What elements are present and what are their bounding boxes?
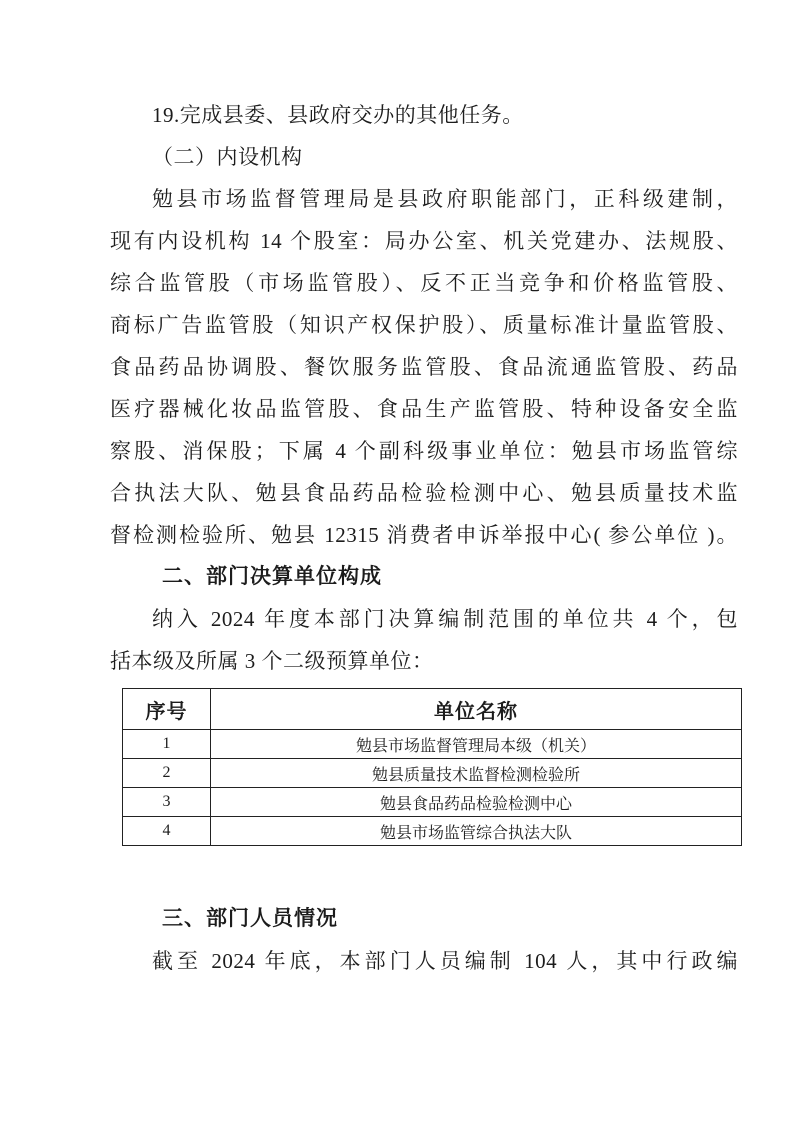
document-body bbox=[110, 94, 738, 982]
table-cell-unit-name: 勉县食品药品检验检测中心 bbox=[211, 788, 742, 817]
table-cell-index: 2 bbox=[123, 759, 211, 788]
table-header-unit-name: 单位名称 bbox=[211, 689, 742, 730]
table-row bbox=[123, 788, 742, 817]
section-heading-budget-units: 二、部门决算单位构成 bbox=[162, 565, 382, 588]
body-line: 综合监管股（市场监管股）、反不正当竞争和价格监管股、 bbox=[110, 271, 738, 295]
body-line: 现有内设机构 14 个股室：局办公室、机关党建办、法规股、 bbox=[110, 229, 738, 253]
table-cell-unit-name: 勉县质量技术监督检测检验所 bbox=[211, 759, 742, 788]
body-line: 合执法大队、勉县食品药品检验检测中心、勉县质量技术监 bbox=[110, 481, 738, 505]
table-header-index: 序号 bbox=[123, 689, 211, 730]
table-row bbox=[123, 759, 742, 788]
org-paragraph bbox=[110, 178, 738, 556]
subsection-heading-internal-org: （二）内设机构 bbox=[152, 145, 303, 169]
section-heading-personnel: 三、部门人员情况 bbox=[162, 907, 338, 930]
table-cell-unit-name: 勉县市场监督管理局本级（机关） bbox=[211, 730, 742, 759]
body-line: 勉县市场监督管理局是县政府职能部门，正科级建制， bbox=[152, 187, 738, 211]
body-line: 截至 2024 年底，本部门人员编制 104 人，其中行政编 bbox=[152, 949, 738, 973]
table-cell-index: 1 bbox=[123, 730, 211, 759]
body-line: 括本级及所属 3 个二级预算单位： bbox=[110, 649, 434, 673]
body-line: 察股、消保股；下属 4 个副科级事业单位：勉县市场监管综 bbox=[110, 439, 738, 463]
table-row bbox=[123, 730, 742, 759]
table-cell-unit-name: 勉县市场监管综合执法大队 bbox=[211, 817, 742, 846]
body-line: 食品药品协调股、餐饮服务监管股、食品流通监管股、药品 bbox=[110, 355, 738, 379]
body-line: 纳入 2024 年度本部门决算编制范围的单位共 4 个，包 bbox=[152, 607, 738, 631]
body-line: 督检测检验所、勉县 12315 消费者申诉举报中心( 参公单位 )。 bbox=[110, 523, 738, 547]
body-line-task-19: 19.完成县委、县政府交办的其他任务。 bbox=[152, 103, 524, 127]
budget-units-paragraph bbox=[110, 598, 738, 682]
body-line: 医疗器械化妆品监管股、食品生产监管股、特种设备安全监 bbox=[110, 397, 738, 421]
budget-units-table bbox=[122, 688, 742, 846]
table-cell-index: 3 bbox=[123, 788, 211, 817]
table-header-row bbox=[123, 689, 742, 730]
table-cell-index: 4 bbox=[123, 817, 211, 846]
body-line: 商标广告监管股（知识产权保护股）、质量标准计量监管股、 bbox=[110, 313, 738, 337]
personnel-paragraph bbox=[110, 940, 738, 982]
table-row bbox=[123, 817, 742, 846]
